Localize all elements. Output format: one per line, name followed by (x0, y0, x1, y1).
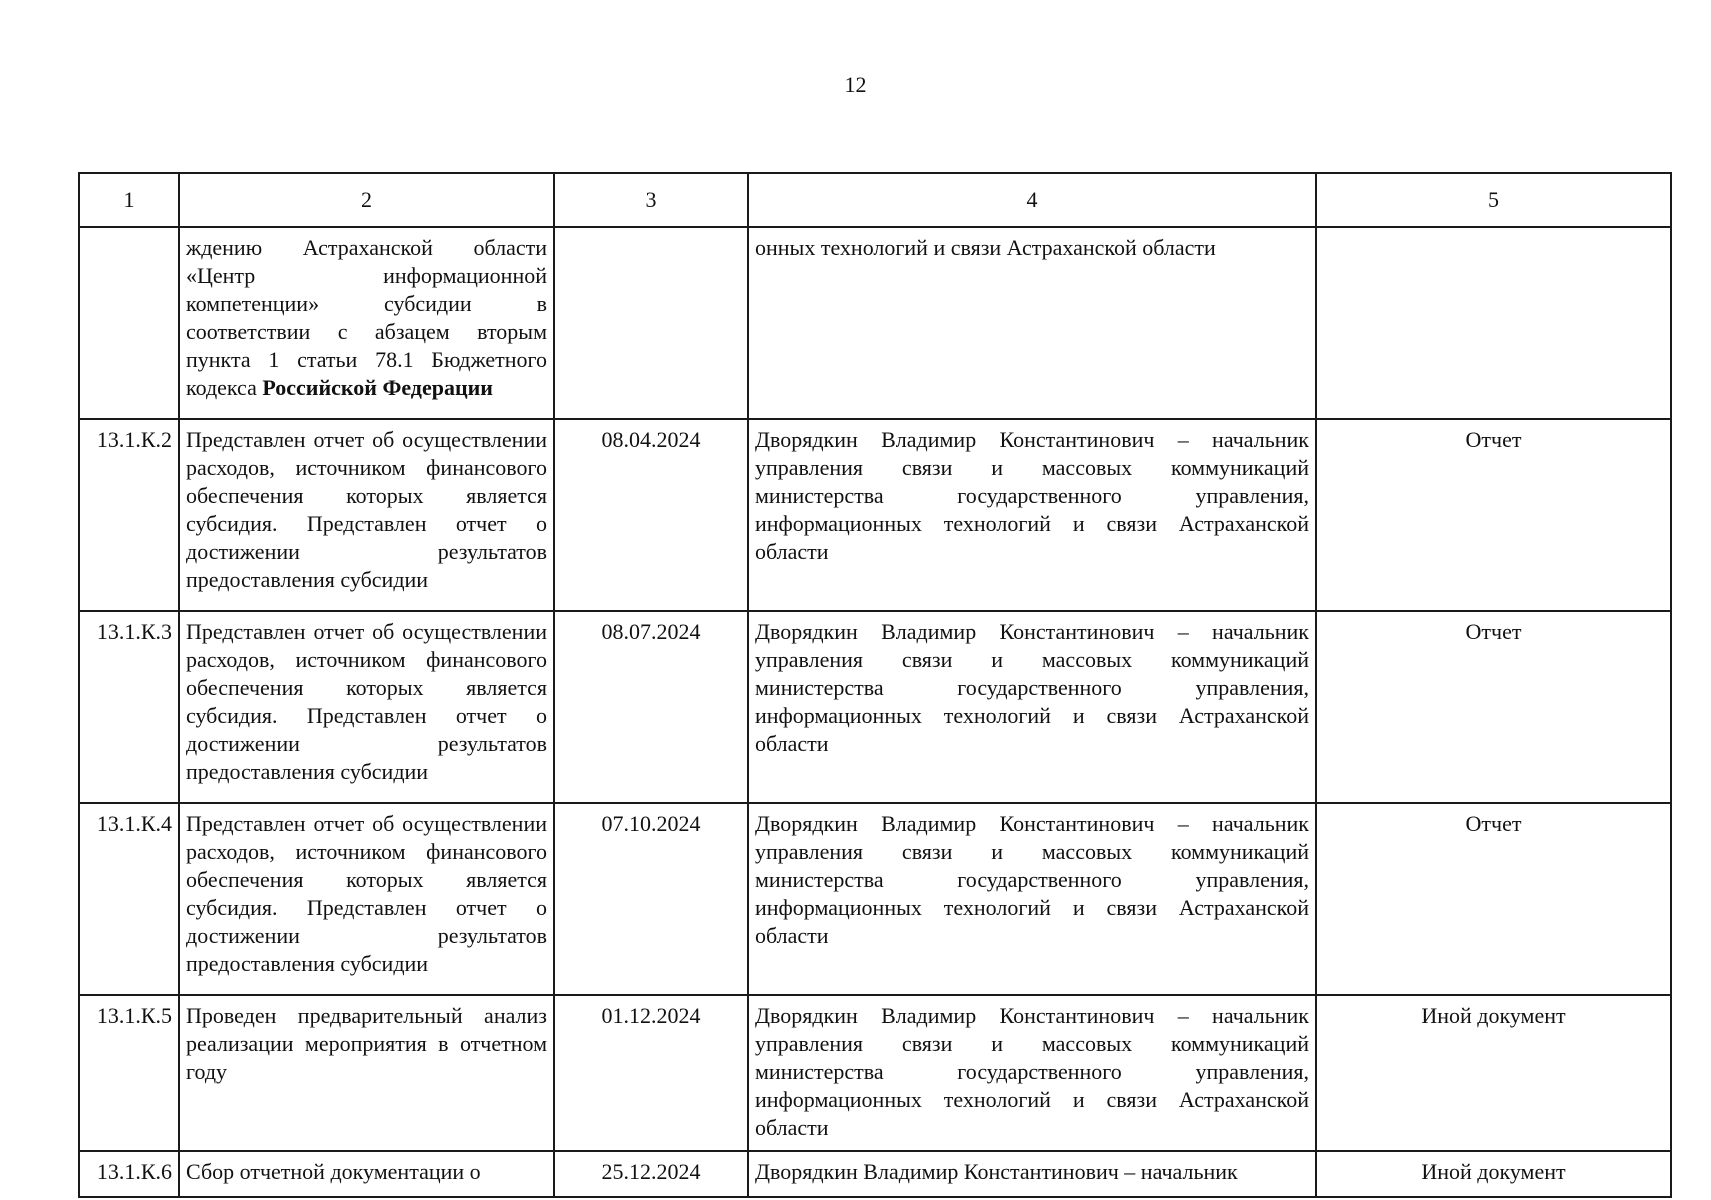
table-row (79, 227, 1671, 419)
row-description: Сбор отчетной документации о (179, 1151, 554, 1197)
row-description: Представлен отчет об осуществлении расходов, источником финансового обеспечения которых является субсидия. Представлен отчет о достижении результатов предоставления субсидии (179, 419, 554, 611)
row-responsible: Дворядкин Владимир Константинович – начальник (748, 1151, 1316, 1197)
row-date: 25.12.2024 (554, 1151, 748, 1197)
row-date: 01.12.2024 (554, 995, 748, 1151)
table-row (79, 611, 1671, 803)
table-row (79, 803, 1671, 995)
row-date: 07.10.2024 (554, 803, 748, 995)
table-row (79, 419, 1671, 611)
row-description (179, 227, 554, 419)
row-date (554, 227, 748, 419)
row-number: 13.1.К.2 (79, 419, 179, 611)
column-header-1: 1 (79, 173, 179, 227)
row-number: 13.1.К.5 (79, 995, 179, 1151)
row-date: 08.07.2024 (554, 611, 748, 803)
row-description-bold-text: Российской Федерации (262, 375, 493, 400)
table-row (79, 1151, 1671, 1197)
row-number: 13.1.К.4 (79, 803, 179, 995)
column-header-2: 2 (179, 173, 554, 227)
row-document-type: Иной документ (1316, 995, 1671, 1151)
row-document-type (1316, 227, 1671, 419)
column-header-3: 3 (554, 173, 748, 227)
table-header-row (79, 173, 1671, 227)
row-responsible: онных технологий и связи Астраханской области (748, 227, 1316, 419)
table-row (79, 995, 1671, 1151)
activity-table (78, 172, 1672, 1198)
row-document-type: Иной документ (1316, 1151, 1671, 1197)
column-header-4: 4 (748, 173, 1316, 227)
column-header-5: 5 (1316, 173, 1671, 227)
row-number: 13.1.К.3 (79, 611, 179, 803)
row-date: 08.04.2024 (554, 419, 748, 611)
row-document-type: Отчет (1316, 803, 1671, 995)
row-description: Представлен отчет об осуществлении расходов, источником финансового обеспечения которых является субсидия. Представлен отчет о достижении результатов предоставления субсидии (179, 611, 554, 803)
row-responsible: Дворядкин Владимир Константинович – начальник управления связи и массовых коммуникаций министерства государственного управления, информационных технологий и связи Астраханской области (748, 611, 1316, 803)
page-number: 12 (844, 72, 867, 97)
row-number (79, 227, 179, 419)
row-responsible: Дворядкин Владимир Константинович – начальник управления связи и массовых коммуникаций министерства государственного управления, информационных технологий и связи Астраханской области (748, 803, 1316, 995)
row-description: Представлен отчет об осуществлении расходов, источником финансового обеспечения которых является субсидия. Представлен отчет о достижении результатов предоставления субсидии (179, 803, 554, 995)
row-responsible: Дворядкин Владимир Константинович – начальник управления связи и массовых коммуникаций министерства государственного управления, информационных технологий и связи Астраханской области (748, 419, 1316, 611)
row-description: Проведен предварительный анализ реализации мероприятия в отчетном году (179, 995, 554, 1151)
row-description-text: ждению Астраханской области «Центр информационной компетенции» субсидии в соответствии с абзацем вторым пункта 1 статьи 78.1 Бюджетного кодекса (186, 235, 547, 400)
row-document-type: Отчет (1316, 419, 1671, 611)
row-responsible: Дворядкин Владимир Константинович – начальник управления связи и массовых коммуникаций министерства государственного управления, информационных технологий и связи Астраханской области (748, 995, 1316, 1151)
row-number: 13.1.К.6 (79, 1151, 179, 1197)
row-document-type: Отчет (1316, 611, 1671, 803)
